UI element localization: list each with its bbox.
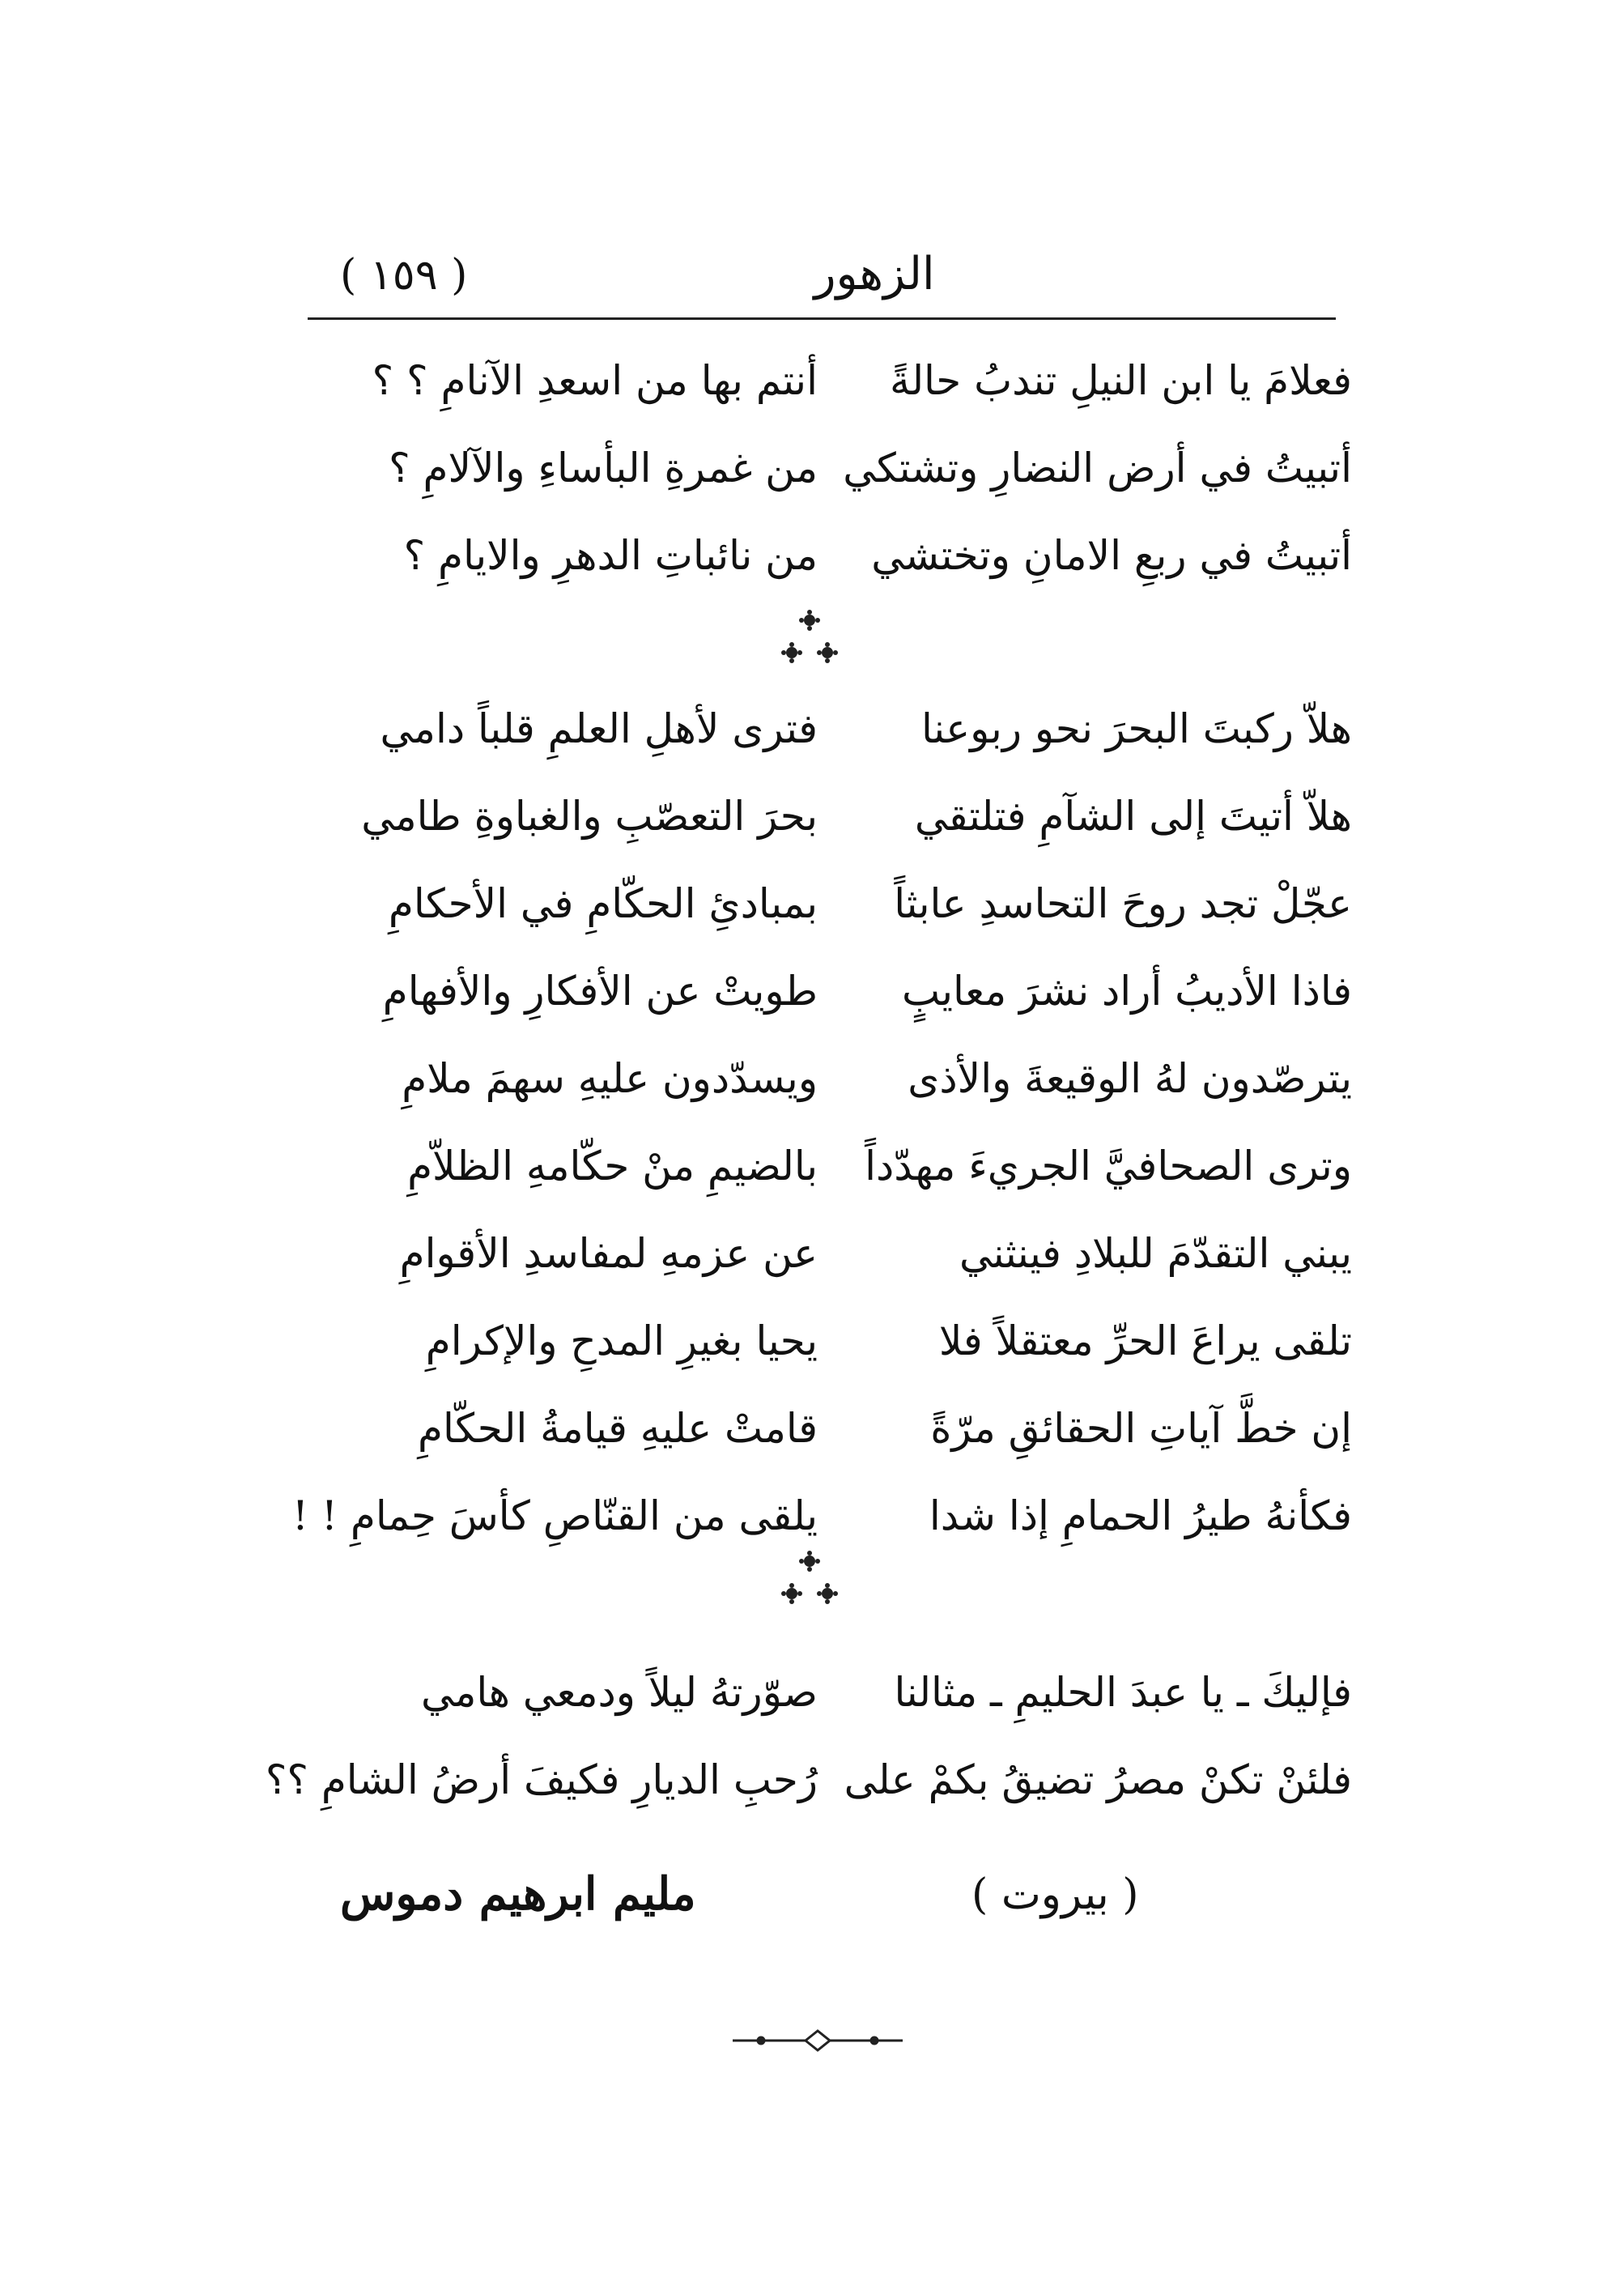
second-hemistich: ويسدّدون عليهِ سهمَ ملامِ bbox=[402, 1055, 818, 1102]
first-hemistich: هلاّ أتيتَ إلى الشآمِ فتلتقي bbox=[914, 793, 1352, 840]
first-hemistich: وترى الصحافيَّ الجريءَ مهدّداً bbox=[865, 1143, 1352, 1190]
first-hemistich: أتبيتُ في ربعِ الامانِ وتختشي bbox=[871, 532, 1352, 579]
second-hemistich: يحيا بغيرِ المدحِ والإكرامِ bbox=[425, 1317, 818, 1364]
verse bbox=[300, 1213, 1352, 1300]
first-hemistich: تلقى يراعَ الحرِّ معتقلاً فلا bbox=[938, 1317, 1352, 1364]
verse bbox=[300, 863, 1352, 951]
first-hemistich: فإليكَ ـ يا عبدَ الحليمِ ـ مثالنا bbox=[894, 1669, 1352, 1716]
first-hemistich: فكأنهُ طيرُ الحمامِ إذا شدا bbox=[929, 1492, 1352, 1539]
verse bbox=[300, 515, 1352, 602]
verse bbox=[300, 1038, 1352, 1126]
first-hemistich: إن خطَّ آياتِ الحقائقِ مرّةً bbox=[930, 1405, 1352, 1452]
second-hemistich: بحرَ التعصّبِ والغباوةِ طامي bbox=[361, 793, 818, 840]
verse bbox=[265, 1739, 1352, 1827]
end-ornament-icon bbox=[729, 2024, 907, 2057]
page-header bbox=[300, 243, 1352, 316]
first-hemistich: هلاّ ركبتَ البحرَ نحو ربوعنا bbox=[920, 705, 1352, 752]
verse bbox=[300, 776, 1352, 863]
asterism-separator-icon bbox=[761, 1547, 858, 1619]
stanza-3 bbox=[265, 1652, 1352, 1827]
verse bbox=[300, 1652, 1352, 1739]
second-hemistich: يلقى من القنّاصِ كأسَ حِمامِ ! ! bbox=[291, 1492, 818, 1539]
asterism-separator-icon bbox=[761, 606, 858, 679]
second-hemistich: من غمرةِ البأساءِ والآلامِ ؟ bbox=[389, 445, 818, 492]
second-hemistich: فترى لأهلِ العلمِ قلباً دامي bbox=[380, 705, 818, 752]
first-hemistich: يبني التقدّمَ للبلادِ فينثني bbox=[959, 1230, 1352, 1277]
second-hemistich: بمبادئِ الحكّامِ في الأحكامِ bbox=[388, 880, 818, 927]
second-hemistich: بالضيمِ منْ حكّامهِ الظلاّمِ bbox=[407, 1143, 818, 1190]
second-hemistich: طويتْ عن الأفكارِ والأفهامِ bbox=[382, 968, 818, 1015]
second-hemistich: رُحبِ الديارِ فكيفَ أرضُ الشامِ ؟؟ bbox=[265, 1756, 818, 1803]
second-hemistich: قامتْ عليهِ قيامةُ الحكّامِ bbox=[418, 1405, 818, 1452]
verse bbox=[300, 951, 1352, 1038]
verse bbox=[300, 1388, 1352, 1475]
second-hemistich: صوّرتهُ ليلاً ودمعي هامي bbox=[420, 1669, 818, 1716]
page-number: ( ١٥٩ ) bbox=[340, 251, 468, 300]
first-hemistich: عجّلْ تجد روحَ التحاسدِ عابثاً bbox=[894, 880, 1352, 927]
second-hemistich: أنتم بها من اسعدِ الآنامِ ؟ ؟ bbox=[372, 357, 818, 404]
verse bbox=[300, 340, 1352, 428]
second-hemistich: من نائباتِ الدهرِ والايامِ ؟ bbox=[403, 532, 818, 579]
verse bbox=[300, 428, 1352, 515]
second-hemistich: عن عزمهِ لمفاسدِ الأقوامِ bbox=[399, 1230, 818, 1277]
place-of-writing: ( بيروت ) bbox=[971, 1871, 1139, 1919]
verse bbox=[300, 1300, 1352, 1388]
verse bbox=[300, 688, 1352, 776]
stanza-1 bbox=[300, 340, 1352, 602]
first-hemistich: أتبيتُ في أرض النضارِ وتشتكي bbox=[843, 445, 1352, 492]
header-rule bbox=[308, 317, 1336, 320]
first-hemistich: فلئنْ تكنْ مصرُ تضيقُ بكمْ على bbox=[844, 1756, 1352, 1803]
verse bbox=[300, 1126, 1352, 1213]
first-hemistich: يترصّدون لهُ الوقيعةَ والأذى bbox=[908, 1055, 1352, 1102]
running-title: الزهور bbox=[814, 248, 935, 300]
author-signature: مليم ابرهيم دموس bbox=[340, 1867, 696, 1921]
stanza-2 bbox=[291, 688, 1352, 1563]
first-hemistich: فعلامَ يا ابن النيلِ تندبُ حالةً bbox=[890, 357, 1352, 404]
first-hemistich: فاذا الأديبُ أراد نشرَ معايبٍ bbox=[901, 968, 1352, 1015]
